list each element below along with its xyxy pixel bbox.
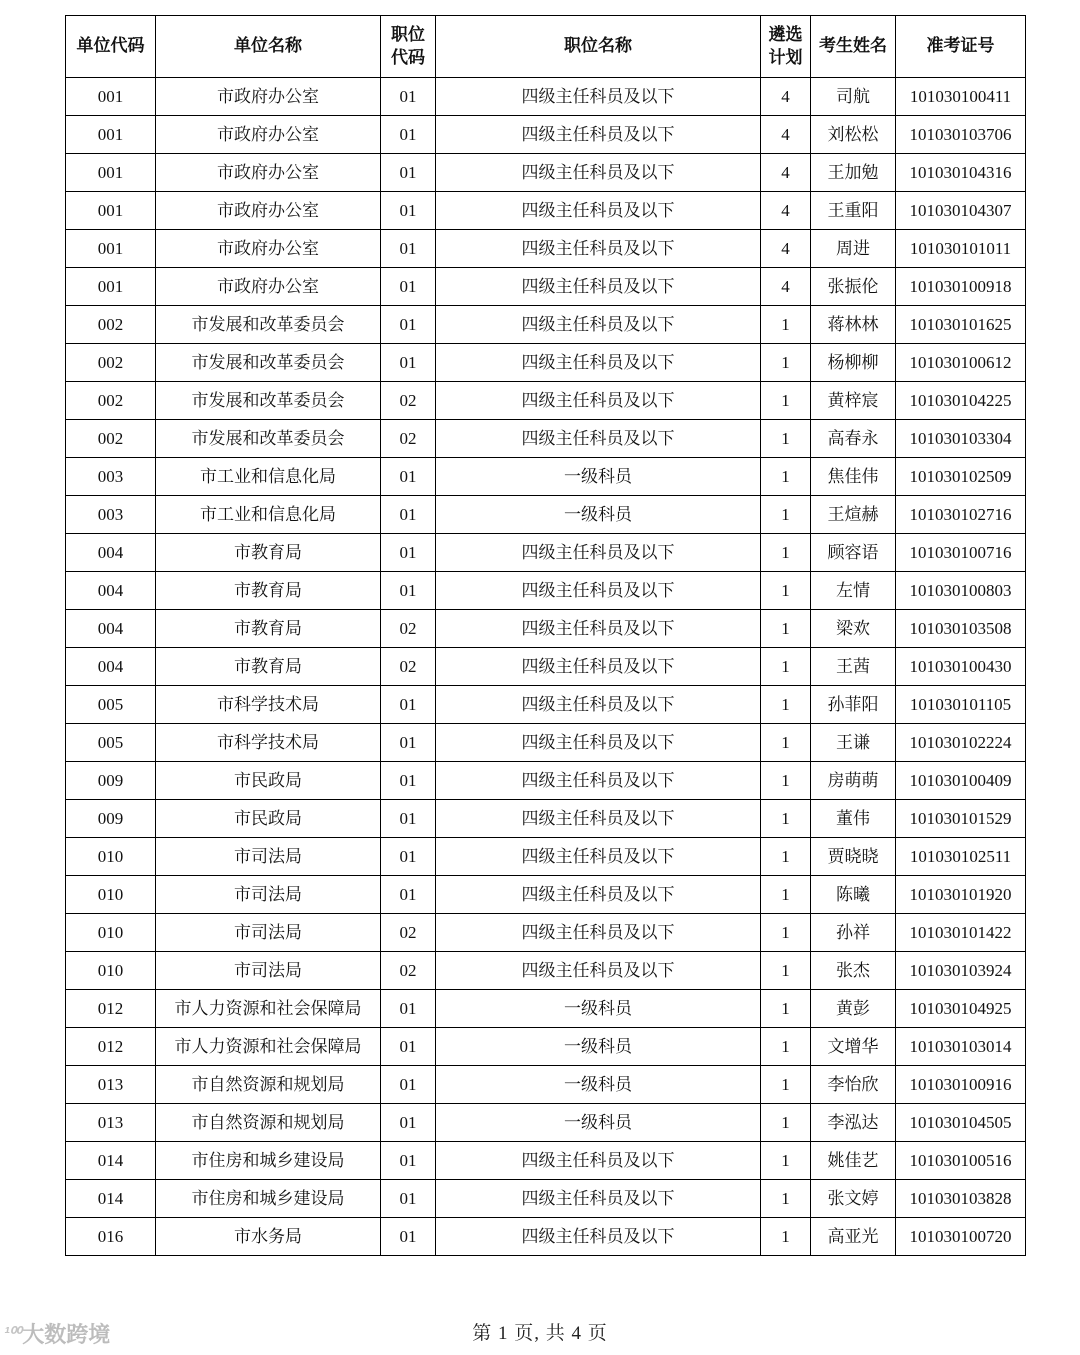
table-cell: 四级主任科员及以下 [436, 914, 761, 952]
table-cell: 王煊赫 [811, 496, 896, 534]
table-cell: 01 [381, 876, 436, 914]
table-row [66, 838, 1026, 876]
table-cell: 蒋林林 [811, 306, 896, 344]
table-cell: 四级主任科员及以下 [436, 686, 761, 724]
table-cell: 01 [381, 306, 436, 344]
table-cell: 王加勉 [811, 154, 896, 192]
table-cell: 市发展和改革委员会 [156, 306, 381, 344]
table-cell: 1 [761, 914, 811, 952]
table-cell: 市司法局 [156, 952, 381, 990]
table-cell: 01 [381, 268, 436, 306]
table-cell: 101030101105 [896, 686, 1026, 724]
table-cell: 孙菲阳 [811, 686, 896, 724]
table-row [66, 1104, 1026, 1142]
table-cell: 02 [381, 420, 436, 458]
table-cell: 1 [761, 496, 811, 534]
table-cell: 101030100916 [896, 1066, 1026, 1104]
table-cell: 4 [761, 230, 811, 268]
table-cell: 101030102511 [896, 838, 1026, 876]
table-cell: 1 [761, 306, 811, 344]
table-cell: 四级主任科员及以下 [436, 838, 761, 876]
column-header: 单位名称 [156, 16, 381, 78]
table-cell: 陈曦 [811, 876, 896, 914]
table-cell: 013 [66, 1066, 156, 1104]
table-cell: 市住房和城乡建设局 [156, 1180, 381, 1218]
table-cell: 市司法局 [156, 838, 381, 876]
table-cell: 1 [761, 1028, 811, 1066]
table-cell: 001 [66, 154, 156, 192]
table-cell: 009 [66, 762, 156, 800]
table-cell: 101030103828 [896, 1180, 1026, 1218]
table-row [66, 952, 1026, 990]
table-cell: 01 [381, 344, 436, 382]
table-cell: 101030104225 [896, 382, 1026, 420]
table-cell: 101030101422 [896, 914, 1026, 952]
table-cell: 左情 [811, 572, 896, 610]
table-cell: 市发展和改革委员会 [156, 382, 381, 420]
table-header-row [66, 16, 1026, 78]
table-cell: 张振伦 [811, 268, 896, 306]
table-cell: 101030103706 [896, 116, 1026, 154]
table-cell: 101030100720 [896, 1218, 1026, 1256]
table-row [66, 230, 1026, 268]
table-cell: 1 [761, 534, 811, 572]
table-cell: 101030102509 [896, 458, 1026, 496]
table-cell: 一级科员 [436, 1066, 761, 1104]
table-row [66, 800, 1026, 838]
table-cell: 002 [66, 306, 156, 344]
table-cell: 004 [66, 648, 156, 686]
table-cell: 101030100918 [896, 268, 1026, 306]
table-row [66, 990, 1026, 1028]
table-cell: 黄梓宸 [811, 382, 896, 420]
table-cell: 四级主任科员及以下 [436, 876, 761, 914]
table-cell: 003 [66, 458, 156, 496]
table-cell: 市人力资源和社会保障局 [156, 1028, 381, 1066]
table-cell: 101030101529 [896, 800, 1026, 838]
table-cell: 刘松松 [811, 116, 896, 154]
table-cell: 014 [66, 1180, 156, 1218]
table-cell: 一级科员 [436, 990, 761, 1028]
table-cell: 4 [761, 154, 811, 192]
table-cell: 01 [381, 1180, 436, 1218]
table-row [66, 686, 1026, 724]
table-cell: 01 [381, 78, 436, 116]
table-cell: 四级主任科员及以下 [436, 610, 761, 648]
table-cell: 四级主任科员及以下 [436, 230, 761, 268]
table-cell: 张杰 [811, 952, 896, 990]
table-cell: 001 [66, 78, 156, 116]
table-row [66, 610, 1026, 648]
table-cell: 01 [381, 458, 436, 496]
table-cell: 王茜 [811, 648, 896, 686]
table-cell: 01 [381, 1028, 436, 1066]
table-cell: 市民政局 [156, 800, 381, 838]
table-cell: 市发展和改革委员会 [156, 420, 381, 458]
watermark-logo-icon: ¹⁰⁰ [4, 1323, 21, 1343]
table-cell: 1 [761, 382, 811, 420]
table-row [66, 382, 1026, 420]
column-header: 职位名称 [436, 16, 761, 78]
table-cell: 01 [381, 800, 436, 838]
table-row [66, 534, 1026, 572]
candidate-roster-table [65, 15, 1026, 1256]
table-cell: 002 [66, 382, 156, 420]
table-cell: 姚佳艺 [811, 1142, 896, 1180]
table-cell: 张文婷 [811, 1180, 896, 1218]
table-cell: 1 [761, 990, 811, 1028]
table-cell: 101030100411 [896, 78, 1026, 116]
table-cell: 梁欢 [811, 610, 896, 648]
table-cell: 杨柳柳 [811, 344, 896, 382]
table-cell: 市司法局 [156, 914, 381, 952]
table-cell: 市政府办公室 [156, 78, 381, 116]
table-cell: 101030101920 [896, 876, 1026, 914]
table-cell: 1 [761, 572, 811, 610]
column-header: 单位代码 [66, 16, 156, 78]
table-cell: 101030103014 [896, 1028, 1026, 1066]
page-number: 第 1 页, 共 4 页 [472, 1323, 608, 1344]
table-cell: 市教育局 [156, 534, 381, 572]
table-cell: 四级主任科员及以下 [436, 572, 761, 610]
table-cell: 101030102224 [896, 724, 1026, 762]
table-cell: 四级主任科员及以下 [436, 1218, 761, 1256]
column-header: 准考证号 [896, 16, 1026, 78]
table-cell: 四级主任科员及以下 [436, 154, 761, 192]
table-cell: 四级主任科员及以下 [436, 534, 761, 572]
table-cell: 市住房和城乡建设局 [156, 1142, 381, 1180]
table-cell: 1 [761, 686, 811, 724]
table-cell: 001 [66, 268, 156, 306]
table-cell: 1 [761, 420, 811, 458]
table-row [66, 306, 1026, 344]
table-cell: 四级主任科员及以下 [436, 116, 761, 154]
table-cell: 1 [761, 876, 811, 914]
table-row [66, 876, 1026, 914]
table-cell: 01 [381, 1142, 436, 1180]
table-cell: 01 [381, 154, 436, 192]
table-cell: 101030103508 [896, 610, 1026, 648]
table-cell: 市水务局 [156, 1218, 381, 1256]
table-cell: 李怡欣 [811, 1066, 896, 1104]
table-row [66, 914, 1026, 952]
table-row [66, 192, 1026, 230]
table-cell: 1 [761, 1218, 811, 1256]
table-cell: 010 [66, 952, 156, 990]
table-row [66, 762, 1026, 800]
table-cell: 003 [66, 496, 156, 534]
table-cell: 四级主任科员及以下 [436, 382, 761, 420]
table-cell: 顾容语 [811, 534, 896, 572]
table-cell: 四级主任科员及以下 [436, 306, 761, 344]
table-cell: 01 [381, 1218, 436, 1256]
table-cell: 市民政局 [156, 762, 381, 800]
table-cell: 四级主任科员及以下 [436, 1180, 761, 1218]
table-cell: 101030100716 [896, 534, 1026, 572]
table-cell: 004 [66, 572, 156, 610]
table-cell: 1 [761, 344, 811, 382]
table-cell: 市教育局 [156, 610, 381, 648]
table-cell: 4 [761, 116, 811, 154]
table-cell: 1 [761, 800, 811, 838]
table-cell: 一级科员 [436, 1028, 761, 1066]
table-cell: 101030104316 [896, 154, 1026, 192]
table-cell: 市自然资源和规划局 [156, 1066, 381, 1104]
table-cell: 101030101625 [896, 306, 1026, 344]
table-cell: 01 [381, 230, 436, 268]
table-cell: 005 [66, 724, 156, 762]
table-cell: 01 [381, 534, 436, 572]
table-row [66, 1028, 1026, 1066]
table-cell: 002 [66, 420, 156, 458]
table-cell: 005 [66, 686, 156, 724]
table-cell: 01 [381, 686, 436, 724]
table-cell: 001 [66, 116, 156, 154]
table-cell: 市政府办公室 [156, 154, 381, 192]
table-cell: 01 [381, 762, 436, 800]
table-cell: 1 [761, 1142, 811, 1180]
table-row [66, 724, 1026, 762]
table-cell: 1 [761, 724, 811, 762]
table-cell: 文增华 [811, 1028, 896, 1066]
table-cell: 1 [761, 458, 811, 496]
table-row [66, 458, 1026, 496]
table-cell: 四级主任科员及以下 [436, 724, 761, 762]
table-cell: 101030104307 [896, 192, 1026, 230]
table-cell: 四级主任科员及以下 [436, 344, 761, 382]
table-cell: 01 [381, 724, 436, 762]
table-cell: 市政府办公室 [156, 116, 381, 154]
table-cell: 一级科员 [436, 1104, 761, 1142]
table-cell: 012 [66, 1028, 156, 1066]
table-cell: 四级主任科员及以下 [436, 192, 761, 230]
table-row [66, 420, 1026, 458]
table-cell: 市教育局 [156, 648, 381, 686]
table-cell: 01 [381, 1104, 436, 1142]
table-cell: 孙祥 [811, 914, 896, 952]
table-cell: 101030103304 [896, 420, 1026, 458]
table-cell: 004 [66, 610, 156, 648]
column-header: 遴选计划 [761, 16, 811, 78]
table-row [66, 496, 1026, 534]
table-cell: 市政府办公室 [156, 268, 381, 306]
table-cell: 101030103924 [896, 952, 1026, 990]
table-cell: 四级主任科员及以下 [436, 800, 761, 838]
table-cell: 02 [381, 952, 436, 990]
table-cell: 高亚光 [811, 1218, 896, 1256]
watermark-text: 大数跨境 [22, 1322, 111, 1347]
table-cell: 市司法局 [156, 876, 381, 914]
table-row [66, 1066, 1026, 1104]
table-cell: 四级主任科员及以下 [436, 952, 761, 990]
table-cell: 四级主任科员及以下 [436, 420, 761, 458]
table-row [66, 344, 1026, 382]
table-cell: 001 [66, 192, 156, 230]
table-cell: 016 [66, 1218, 156, 1256]
table-cell: 房萌萌 [811, 762, 896, 800]
table-cell: 4 [761, 268, 811, 306]
table-cell: 014 [66, 1142, 156, 1180]
table-cell: 1 [761, 1066, 811, 1104]
table-cell: 王重阳 [811, 192, 896, 230]
table-row [66, 1180, 1026, 1218]
table-cell: 高春永 [811, 420, 896, 458]
table-cell: 市科学技术局 [156, 724, 381, 762]
table-cell: 009 [66, 800, 156, 838]
table-cell: 101030104505 [896, 1104, 1026, 1142]
table-row [66, 648, 1026, 686]
table-cell: 02 [381, 914, 436, 952]
table-cell: 4 [761, 78, 811, 116]
table-cell: 焦佳伟 [811, 458, 896, 496]
table-cell: 01 [381, 990, 436, 1028]
table-cell: 01 [381, 572, 436, 610]
table-cell: 101030100430 [896, 648, 1026, 686]
table-cell: 四级主任科员及以下 [436, 1142, 761, 1180]
table-cell: 01 [381, 838, 436, 876]
table-row [66, 116, 1026, 154]
table-cell: 市自然资源和规划局 [156, 1104, 381, 1142]
table-cell: 02 [381, 610, 436, 648]
column-header: 考生姓名 [811, 16, 896, 78]
table-row [66, 1142, 1026, 1180]
table-cell: 市发展和改革委员会 [156, 344, 381, 382]
table-cell: 1 [761, 648, 811, 686]
table-cell: 01 [381, 496, 436, 534]
table-cell: 1 [761, 838, 811, 876]
table-cell: 01 [381, 116, 436, 154]
table-cell: 周进 [811, 230, 896, 268]
table-cell: 013 [66, 1104, 156, 1142]
table-row [66, 268, 1026, 306]
table-cell: 市工业和信息化局 [156, 496, 381, 534]
table-row [66, 1218, 1026, 1256]
table-cell: 李泓达 [811, 1104, 896, 1142]
table-cell: 004 [66, 534, 156, 572]
table-cell: 101030100516 [896, 1142, 1026, 1180]
table-cell: 4 [761, 192, 811, 230]
table-cell: 010 [66, 876, 156, 914]
table-cell: 一级科员 [436, 496, 761, 534]
table-cell: 010 [66, 838, 156, 876]
table-cell: 1 [761, 762, 811, 800]
table-body [66, 78, 1026, 1256]
table-cell: 司航 [811, 78, 896, 116]
table-cell: 101030104925 [896, 990, 1026, 1028]
table-cell: 一级科员 [436, 458, 761, 496]
table-cell: 四级主任科员及以下 [436, 648, 761, 686]
table-cell: 市人力资源和社会保障局 [156, 990, 381, 1028]
column-header: 职位代码 [381, 16, 436, 78]
table-cell: 1 [761, 952, 811, 990]
table-cell: 1 [761, 1104, 811, 1142]
table-cell: 02 [381, 648, 436, 686]
table-cell: 012 [66, 990, 156, 1028]
table-cell: 101030102716 [896, 496, 1026, 534]
table-row [66, 572, 1026, 610]
table-cell: 1 [761, 610, 811, 648]
table-cell: 市教育局 [156, 572, 381, 610]
watermark [4, 1318, 110, 1349]
table-cell: 市科学技术局 [156, 686, 381, 724]
table-cell: 市政府办公室 [156, 230, 381, 268]
table-cell: 1 [761, 1180, 811, 1218]
table-cell: 市政府办公室 [156, 192, 381, 230]
table-cell: 董伟 [811, 800, 896, 838]
table-cell: 01 [381, 1066, 436, 1104]
table-cell: 010 [66, 914, 156, 952]
table-cell: 101030100803 [896, 572, 1026, 610]
table-cell: 01 [381, 192, 436, 230]
table-cell: 四级主任科员及以下 [436, 78, 761, 116]
table-cell: 101030101011 [896, 230, 1026, 268]
table-row [66, 154, 1026, 192]
table-cell: 02 [381, 382, 436, 420]
table-cell: 101030100612 [896, 344, 1026, 382]
table-cell: 贾晓晓 [811, 838, 896, 876]
table-row [66, 78, 1026, 116]
table-cell: 001 [66, 230, 156, 268]
table-cell: 王谦 [811, 724, 896, 762]
table-cell: 市工业和信息化局 [156, 458, 381, 496]
table-cell: 101030100409 [896, 762, 1026, 800]
table-cell: 黄彭 [811, 990, 896, 1028]
table-cell: 002 [66, 344, 156, 382]
table-cell: 四级主任科员及以下 [436, 268, 761, 306]
table-cell: 四级主任科员及以下 [436, 762, 761, 800]
